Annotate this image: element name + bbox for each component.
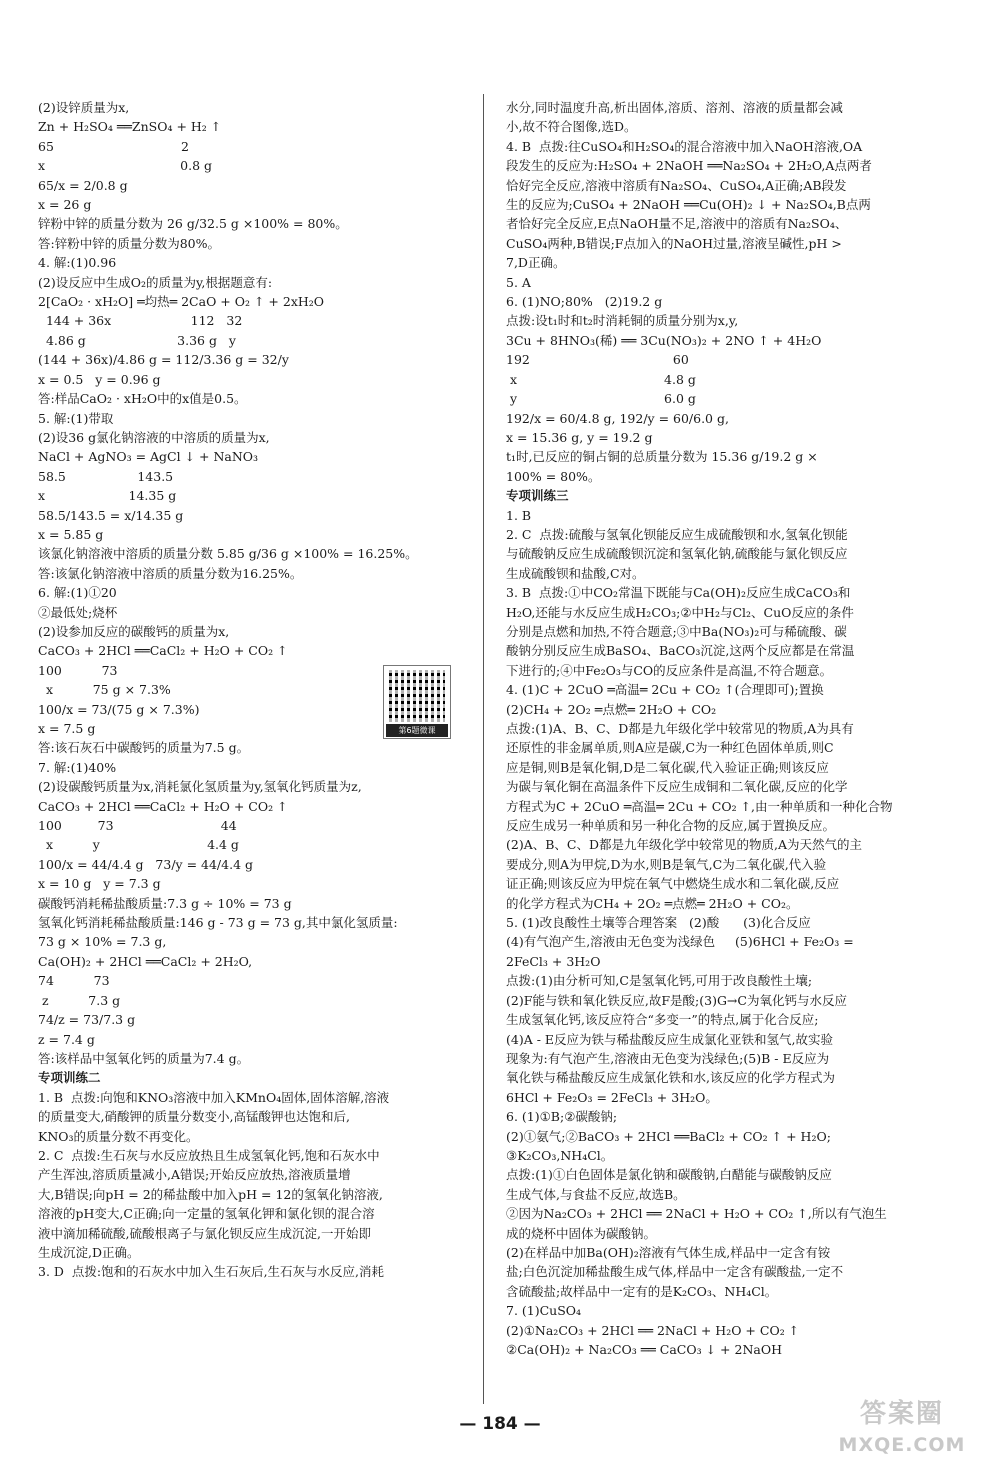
- left-text-line: 溶液的pH变大,C正确;向一定量的氢氧化钾和氯化钡的混合溶: [38, 1206, 375, 1222]
- left-text-line: x 14.35 g: [38, 488, 177, 504]
- right-text-line: (2)A、B、C、D都是九年级化学中较常见的物质,A为天然气的主: [506, 837, 863, 853]
- left-text-line: (2)设参加反应的碳酸钙的质量为x,: [38, 623, 230, 639]
- left-text-line: 答:样品CaO₂ · xH₂O中的x值是0.5。: [38, 391, 247, 407]
- right-text-line: ②Ca(OH)₂ + Na₂CO₃ ══ CaCO₃ ↓ + 2NaOH: [506, 1342, 782, 1357]
- right-text-line: 点拨:(1)①白色固体是氯化钠和碳酸钠,白醋能与碳酸钠反应: [506, 1167, 832, 1183]
- right-text-line: 水分,同时温度升高,析出固体,溶质、溶剂、溶液的质量都会减: [506, 100, 843, 115]
- right-text-line: t₁时,已反应的铜占铜的总质量分数为 15.36 g/19.2 g ×: [506, 449, 818, 465]
- left-text-line: 4.86 g 3.36 g y: [38, 332, 236, 348]
- left-text-line: 锌粉中锌的质量分数为 26 g/32.5 g ×100% = 80%。: [38, 216, 348, 232]
- left-text-line: 答:该氯化钠溶液中溶质的质量分数为16.25%。: [38, 565, 303, 581]
- left-text-line: CaCO₃ + 2HCl ══CaCl₂ + H₂O + CO₂ ↑: [38, 643, 288, 659]
- left-text-line: 产生浑浊,溶质质量减小,A错误;开始反应放热,溶液质量增: [38, 1167, 351, 1183]
- right-text-line: x = 15.36 g, y = 19.2 g: [506, 429, 653, 445]
- left-text-line: 答:该样品中氢氧化钙的质量为7.4 g。: [38, 1050, 250, 1066]
- right-text-line: 100% = 80%。: [506, 468, 601, 484]
- left-text-line: NaCl + AgNO₃ = AgCl ↓ + NaNO₃: [38, 449, 259, 465]
- left-text-line: 4. 解:(1)0.96: [38, 255, 117, 271]
- right-text-line: 6. (1)①B;②碳酸钠;: [506, 1109, 618, 1125]
- left-text-line: z 7.3 g: [38, 992, 121, 1008]
- right-text-line: 还原性的非金属单质,则A应是碳,C为一种红色固体单质,则C: [506, 740, 834, 756]
- right-text-line: (2)F能与铁和氧化铁反应,故F是酸;(3)G→C为氧化钙与水反应: [506, 992, 847, 1008]
- left-text-line: 100/x = 44/4.4 g 73/y = 44/4.4 g: [38, 856, 254, 872]
- right-text-line: 点拨:(1)A、B、C、D都是九年级化学中较常见的物质,A为具有: [506, 721, 854, 736]
- right-text-line: 专项训练三: [506, 488, 569, 504]
- left-text-line: x = 10 g y = 7.3 g: [38, 876, 161, 892]
- left-text-line: 100/x = 73/(75 g × 7.3%): [38, 701, 200, 717]
- right-text-line: 5. (1)改良酸性土壤等合理答案 (2)酸 (3)化合反应: [506, 915, 811, 931]
- left-text-line: 液中滴加稀硫酸,硫酸根离子与氯化钡反应生成沉淀,一开始即: [38, 1225, 371, 1241]
- watermark-line2: MXQE.COM: [838, 1434, 966, 1456]
- left-text-line: 7. 解:(1)40%: [38, 759, 117, 775]
- right-text-line: 者恰好完全反应,E点NaOH量不足,溶液中的溶质有Na₂SO₄、: [506, 216, 848, 232]
- right-text-line: 分别是点燃和加热,不符合题意;③中Ba(NO₃)₂可与稀硫酸、碳: [506, 623, 847, 639]
- left-text-line: x y 4.4 g: [38, 837, 239, 853]
- right-text-line: CuSO₄两种,B错误;F点加入的NaOH过量,溶液呈碱性,pH >: [506, 235, 842, 251]
- right-column: [506, 98, 936, 1359]
- right-text-line: 6. (1)NO;80% (2)19.2 g: [506, 294, 663, 310]
- right-text-line: 证正确;则该反应为甲烷在氧气中燃烧生成水和二氧化碳,反应: [506, 876, 840, 892]
- left-text-line: 5. 解:(1)带取: [38, 410, 114, 426]
- right-text-line: ③K₂CO₃,NH₄Cl。: [506, 1147, 614, 1163]
- right-text-line: (2)①Na₂CO₃ + 2HCl ══ 2NaCl + H₂O + CO₂ ↑: [506, 1322, 800, 1338]
- left-text-line: x = 5.85 g: [38, 526, 104, 542]
- left-text-line: 1. B 点拨:向饱和KNO₃溶液中加入KMnO₄固体,固体溶解,溶液: [38, 1089, 390, 1105]
- left-text-line: 144 + 36x 112 32: [38, 313, 243, 329]
- left-text-line: 的质量变大,硝酸钾的质量分数变小,高锰酸钾也达饱和后,: [38, 1109, 350, 1125]
- left-text-line: 氢氧化钙消耗稀盐酸质量:146 g - 73 g = 73 g,其中氯化氢质量:: [38, 915, 398, 931]
- left-text-line: 74/z = 73/7.3 g: [38, 1012, 136, 1028]
- right-text-line: (2)在样品中加Ba(OH)₂溶液有气体生成,样品中一定含有铵: [506, 1244, 831, 1260]
- right-text-line: 小,故不符合图像,选D。: [506, 119, 637, 135]
- left-text-line: x = 0.5 y = 0.96 g: [38, 371, 161, 387]
- left-text-line: KNO₃的质量分数不再变化。: [38, 1128, 199, 1144]
- watermark-line1: 答案圈: [859, 1399, 944, 1429]
- left-text-line: 65/x = 2/0.8 g: [38, 177, 128, 193]
- right-text-line: 3Cu + 8HNO₃(稀) ══ 3Cu(NO₃)₂ + 2NO ↑ + 4H₂O: [506, 332, 822, 348]
- left-text-line: 答:锌粉中锌的质量分数为80%。: [38, 235, 220, 251]
- right-text-line: y 6.0 g: [506, 391, 696, 407]
- right-text-line: 4. B 点拨:往CuSO₄和H₂SO₄的混合溶液中加入NaOH溶液,OA: [506, 138, 863, 154]
- right-text-line: 要成分,则A为甲烷,D为水,则B是氧气,C为二氧化碳,代入验: [506, 856, 827, 872]
- left-text-line: 大,B错误;向pH = 2的稀盐酸中加入pH = 12的氢氧化钠溶液,: [38, 1186, 383, 1202]
- left-text-line: 100 73: [38, 662, 118, 678]
- right-text-line: (4)有气泡产生,溶液由无色变为浅绿色 (5)6HCl + Fe₂O₃ =: [506, 934, 854, 950]
- left-text-line: x 75 g × 7.3%: [38, 682, 171, 698]
- qr-code: [383, 665, 451, 739]
- right-text-line: 含硫酸盐;故样品中一定有的是K₂CO₃、NH₄Cl。: [506, 1283, 778, 1299]
- right-text-line: 现象为:有气泡产生,溶液由无色变为浅绿色;(5)B - E反应为: [506, 1050, 830, 1066]
- right-text-line: 点拨:(1)由分析可知,C是氢氧化钙,可用于改良酸性土壤;: [506, 973, 813, 989]
- right-text-line: 2FeCl₃ + 3H₂O: [506, 953, 601, 969]
- qr-code-pattern: [389, 670, 445, 722]
- right-text-line: 4. (1)C + 2CuO ═高温═ 2Cu + CO₂ ↑(合理即可);置换: [506, 682, 824, 698]
- right-text-line: 生成气体,与食盐不反应,故选B。: [506, 1186, 686, 1202]
- left-text-line: (2)设锌质量为x,: [38, 100, 130, 115]
- right-text-line: 酸钠分别反应生成BaSO₄、BaCO₃沉淀,这两个反应都是在常温: [506, 643, 855, 659]
- watermark-logo: [822, 1395, 982, 1465]
- left-text-line: 该氯化钠溶液中溶质的质量分数 5.85 g/36 g ×100% = 16.25%。: [38, 546, 418, 562]
- right-text-line: 的化学方程式为CH₄ + 2O₂ ═点燃═ 2H₂O + CO₂。: [506, 895, 799, 911]
- page-number: — 184 —: [459, 1414, 541, 1434]
- right-text-line: 5. A: [506, 274, 531, 290]
- left-text-line: 2[CaO₂ · xH₂O] ═均热═ 2CaO + O₂ ↑ + 2xH₂O: [38, 294, 325, 310]
- right-text-line: 点拨:设t₁时和t₂时消耗铜的质量分别为x,y,: [506, 313, 739, 329]
- left-text-line: x = 7.5 g: [38, 721, 96, 736]
- left-text-line: 答:该石灰石中碳酸钙的质量为7.5 g。: [38, 740, 250, 756]
- left-text-line: z = 7.4 g: [38, 1031, 95, 1047]
- right-text-line: 1. B: [506, 507, 532, 523]
- left-text-line: Zn + H₂SO₄ ══ZnSO₄ + H₂ ↑: [38, 119, 222, 135]
- left-text-line: 100 73 44: [38, 818, 237, 834]
- left-text-line: 58.5 143.5: [38, 468, 174, 484]
- left-text-line: 6. 解:(1)①20: [38, 585, 117, 601]
- left-text-line: 74 73: [38, 973, 110, 989]
- right-text-line: 为碳与氧化铜在高温条件下反应生成铜和二氧化碳,反应的化学: [506, 779, 848, 795]
- right-text-line: 6HCl + Fe₂O₃ = 2FeCl₃ + 3H₂O。: [506, 1089, 718, 1105]
- right-text-line: (2)①氨气;②BaCO₃ + 2HCl ══BaCl₂ + CO₂ ↑ + H₂O;: [506, 1128, 831, 1144]
- left-text-line: (144 + 36x)/4.86 g = 112/3.36 g = 32/y: [38, 352, 289, 368]
- left-text-line: (2)设36 g氯化钠溶液的中溶质的质量为x,: [38, 429, 270, 445]
- right-text-line: 3. B 点拨:①中CO₂常温下既能与Ca(OH)₂反应生成CaCO₃和: [506, 585, 851, 601]
- right-text-line: 生成硫酸钡和盐酸,C对。: [506, 565, 645, 581]
- column-divider: [483, 94, 484, 1404]
- left-text-line: Ca(OH)₂ + 2HCl ══CaCl₂ + 2H₂O,: [38, 953, 253, 969]
- right-text-line: 方程式为C + 2CuO ═高温═ 2Cu + CO₂ ↑,由一种单质和一种化合物: [506, 798, 893, 814]
- right-text-line: 成的烧杯中固体为碳酸钠。: [506, 1225, 657, 1241]
- right-text-line: (2)CH₄ + 2O₂ ═点燃═ 2H₂O + CO₂: [506, 701, 717, 717]
- right-text-line: 生成氢氧化钙,该反应符合“多变一”的特点,属于化合反应;: [506, 1012, 819, 1028]
- left-text-line: CaCO₃ + 2HCl ══CaCl₂ + H₂O + CO₂ ↑: [38, 798, 288, 814]
- right-text-line: 2. C 点拨:硫酸与氢氧化钡能反应生成硫酸钡和水,氢氧化钡能: [506, 526, 848, 542]
- right-text-line: 恰好完全反应,溶液中溶质有Na₂SO₄、CuSO₄,A正确;AB段发: [506, 177, 847, 193]
- left-text-line: 专项训练二: [38, 1070, 101, 1086]
- right-text-line: 生的反应为;CuSO₄ + 2NaOH ══Cu(OH)₂ ↓ + Na₂SO₄,B点两: [506, 197, 871, 213]
- right-text-line: 段发生的反应为:H₂SO₄ + 2NaOH ══Na₂SO₄ + 2H₂O,A点两者: [506, 158, 872, 174]
- right-text-line: x 4.8 g: [506, 371, 696, 387]
- right-text-line: 氧化铁与稀盐酸反应生成氯化铁和水,该反应的化学方程式为: [506, 1070, 835, 1086]
- right-text-line: 应是铜,则B是氧化铜,D是二氧化碳,代入验证正确;则该反应: [506, 759, 829, 775]
- right-text-line: 与硫酸钠反应生成硫酸钡沉淀和氢氧化钠,硫酸能与氯化钡反应: [506, 546, 848, 562]
- left-text-line: (2)设反应中生成O₂的质量为y,根据题意有:: [38, 274, 273, 290]
- left-text-line: (2)设碳酸钙质量为x,消耗氯化氢质量为y,氢氧化钙质量为z,: [38, 779, 362, 795]
- right-text-line: 7. (1)CuSO₄: [506, 1303, 582, 1319]
- left-text-line: 3. D 点拨:饱和的石灰水中加入生石灰后,生石灰与水反应,消耗: [38, 1264, 385, 1280]
- right-text-line: 盐;白色沉淀加稀盐酸生成气体,样品中一定含有碳酸盐,一定不: [506, 1264, 844, 1280]
- right-text-line: H₂O,还能与水反应生成H₂CO₃;②中H₂与Cl₂、CuO反应的条件: [506, 604, 854, 620]
- qr-caption: 第6题微课: [386, 724, 448, 737]
- left-text-line: 58.5/143.5 = x/14.35 g: [38, 507, 184, 523]
- left-text-line: x = 26 g: [38, 197, 92, 213]
- left-text-line: 生成沉淀,D正确。: [38, 1244, 140, 1260]
- right-text-line: (4)A - E反应为铁与稀盐酸反应生成氯化亚铁和氢气,故实验: [506, 1031, 834, 1047]
- left-text-line: x 0.8 g: [38, 158, 212, 174]
- right-text-line: 192 60: [506, 352, 689, 368]
- right-text-line: ②因为Na₂CO₃ + 2HCl ══ 2NaCl + H₂O + CO₂ ↑,所以有气泡生: [506, 1206, 887, 1222]
- right-text-line: 7,D正确。: [506, 255, 566, 271]
- left-text-line: 2. C 点拨:生石灰与水反应放热且生成氢氧化钙,饱和石灰水中: [38, 1147, 380, 1163]
- left-text-line: 73 g × 10% = 7.3 g,: [38, 934, 167, 950]
- right-text-line: 下进行的;④中Fe₂O₃与CO的反应条件是高温,不符合题意。: [506, 662, 833, 678]
- left-text-line: ②最低处;烧杯: [38, 604, 118, 620]
- left-text-line: 碳酸钙消耗稀盐酸质量:7.3 g ÷ 10% = 73 g: [38, 895, 292, 911]
- right-text-line: 反应生成另一种单质和另一种化合物的反应,属于置换反应。: [506, 818, 835, 834]
- left-text-line: 65 2: [38, 138, 190, 154]
- right-text-line: 192/x = 60/4.8 g, 192/y = 60/6.0 g,: [506, 410, 729, 426]
